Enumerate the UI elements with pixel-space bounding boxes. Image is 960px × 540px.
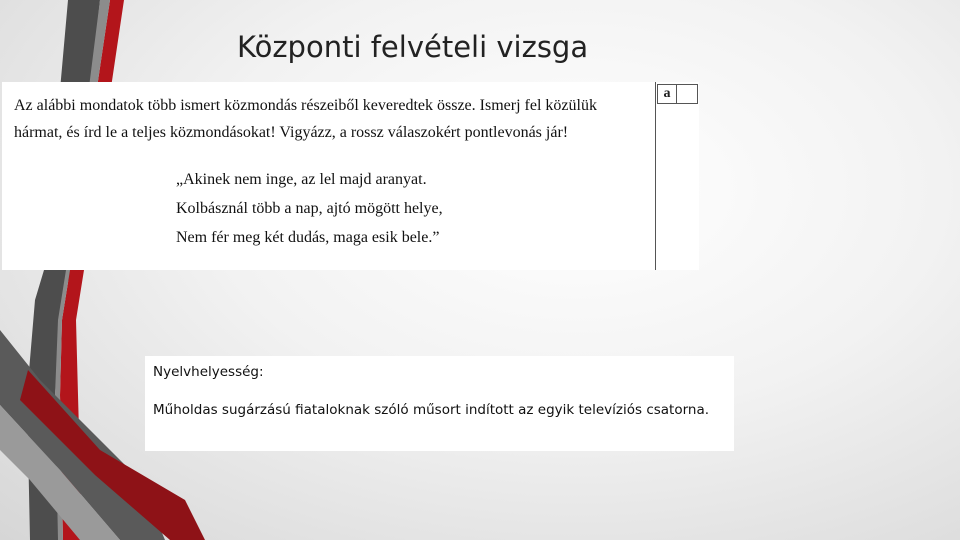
language-correctness-box	[145, 356, 734, 451]
language-box-text: Műholdas sugárzású fiataloknak szóló műsort indított az egyik televíziós csatorna.	[153, 402, 710, 418]
task-instruction	[14, 92, 654, 146]
score-box-label: a	[657, 84, 677, 104]
instruction-line: hármat, és írd le a teljes közmondásokat! Vigyázz, a rossz válaszokért pontlevonás jár!	[14, 124, 569, 141]
slide-title: Központi felvételi vizsga	[237, 30, 589, 64]
exam-task-image	[2, 82, 699, 270]
score-column-divider	[655, 82, 656, 270]
mixed-proverbs	[176, 165, 443, 252]
proverb-line: Kolbásznál több a nap, ajtó mögött helye,	[176, 200, 443, 217]
language-box-heading: Nyelvhelyesség:	[153, 364, 264, 380]
score-box-empty	[677, 84, 698, 104]
proverb-line: Nem fér meg két dudás, maga esik bele.”	[176, 229, 440, 246]
instruction-line: Az alábbi mondatok több ismert közmondás részeiből keveredtek össze. Ismerj fel közülük	[14, 97, 597, 114]
proverb-line: „Akinek nem inge, az lel majd aranyat.	[176, 171, 427, 188]
